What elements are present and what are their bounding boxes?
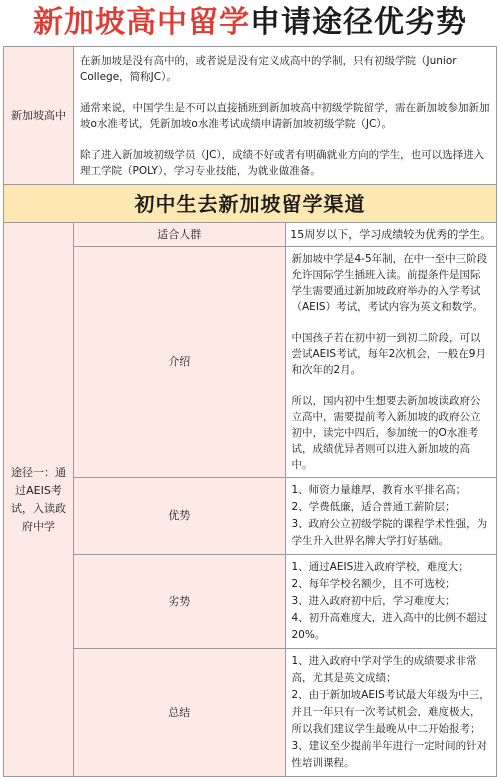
section-heading: 初中生去新加坡留学渠道	[4, 185, 497, 223]
section-header-row	[4, 185, 497, 223]
audience-label: 适合人群	[74, 223, 286, 247]
high-school-row	[4, 47, 497, 185]
title-part-red: 新加坡高中留学	[33, 5, 250, 40]
cons-content	[285, 555, 497, 649]
intro-paragraph: 中国孩子若在初中初一到初二阶段，可以尝试AEIS考试，每年2次机会，一般在9月和次年的2月。	[291, 332, 486, 376]
high-school-content	[74, 47, 497, 185]
intro-row	[4, 247, 497, 478]
high-school-paragraph: 除了进入新加坡初级学员（JC），成绩不好或者有明确就业方向的学生，也可以选择进入理工学院（POLY），学习专业技能，为就业做准备。	[80, 148, 485, 177]
intro-label: 介绍	[74, 247, 286, 478]
summary-content	[285, 649, 497, 777]
info-table	[3, 46, 497, 777]
summary-row	[4, 649, 497, 777]
pros-item: 2、学费低廉，适合普通工薪阶层；	[291, 501, 456, 513]
summary-item: 2、由于新加坡AEIS考试最大年级为中三，并且一年只有一次考试机会，难度极大，所以我们建议学生最晚从中二开始报考；	[291, 689, 490, 735]
high-school-paragraph: 在新加坡是没有高中的，或者说是没有定义成高中的学制，只有初级学院（Junior College，简称JC）。	[80, 54, 457, 83]
pros-content	[285, 478, 497, 555]
title-part-dark: 申请途径优劣势	[250, 5, 467, 40]
page-title	[0, 0, 500, 46]
cons-row	[4, 555, 497, 649]
route-label: 途径一：通过AEIS考试，入读政府中学	[4, 223, 74, 777]
high-school-paragraph: 通常来说，中国学生是不可以直接插班到新加坡高中初级学院留学，需在新加坡参加新加坡o水准考试，凭新加坡o水准考试成绩申请新加坡初级学院（JC）。	[80, 101, 490, 130]
intro-paragraph: 所以，国内初中生想要去新加坡读政府公立高中，需要提前考入新加坡的政府公立初中，读完中四后，参加统一的O水准考试，成绩优异者则可以进入新加坡的高中。	[291, 395, 481, 471]
cons-item: 1、通过AEIS进入政府学校，难度大；	[291, 561, 469, 573]
pros-item: 1、师资力量雄厚，教育水平排名高；	[291, 484, 467, 496]
audience-value: 15周岁以下，学习成绩较为优秀的学生。	[285, 223, 497, 247]
cons-label: 劣势	[74, 555, 286, 649]
pros-item: 3、政府公立初级学院的课程学术性强，为学生升入世界名牌大学打好基础。	[291, 518, 488, 547]
intro-paragraph: 新加坡中学是4-5年制，在中一至中三阶段允许国际学生插班入读。前提条件是国际学生需要通过新加坡政府举办的入学考试（AEIS）考试，考试内容为英文和数学。	[291, 253, 488, 313]
summary-item: 1、进入政府中学对学生的成绩要求非常高，尤其是英文成绩；	[291, 655, 477, 684]
cons-item: 3、进入政府初中后，学习难度大；	[291, 595, 456, 607]
cons-item: 2、每年学校名额少，且不可选校；	[291, 578, 456, 590]
summary-label: 总结	[74, 649, 286, 777]
intro-content	[285, 247, 497, 478]
audience-row	[4, 223, 497, 247]
summary-item: 3、建议至少提前半年进行一定时间的针对性培训课程。	[291, 740, 488, 769]
high-school-label: 新加坡高中	[4, 47, 74, 185]
pros-label: 优势	[74, 478, 286, 555]
cons-item: 4、初升高难度大，进入高中的比例不超过20%。	[291, 612, 488, 641]
pros-row	[4, 478, 497, 555]
